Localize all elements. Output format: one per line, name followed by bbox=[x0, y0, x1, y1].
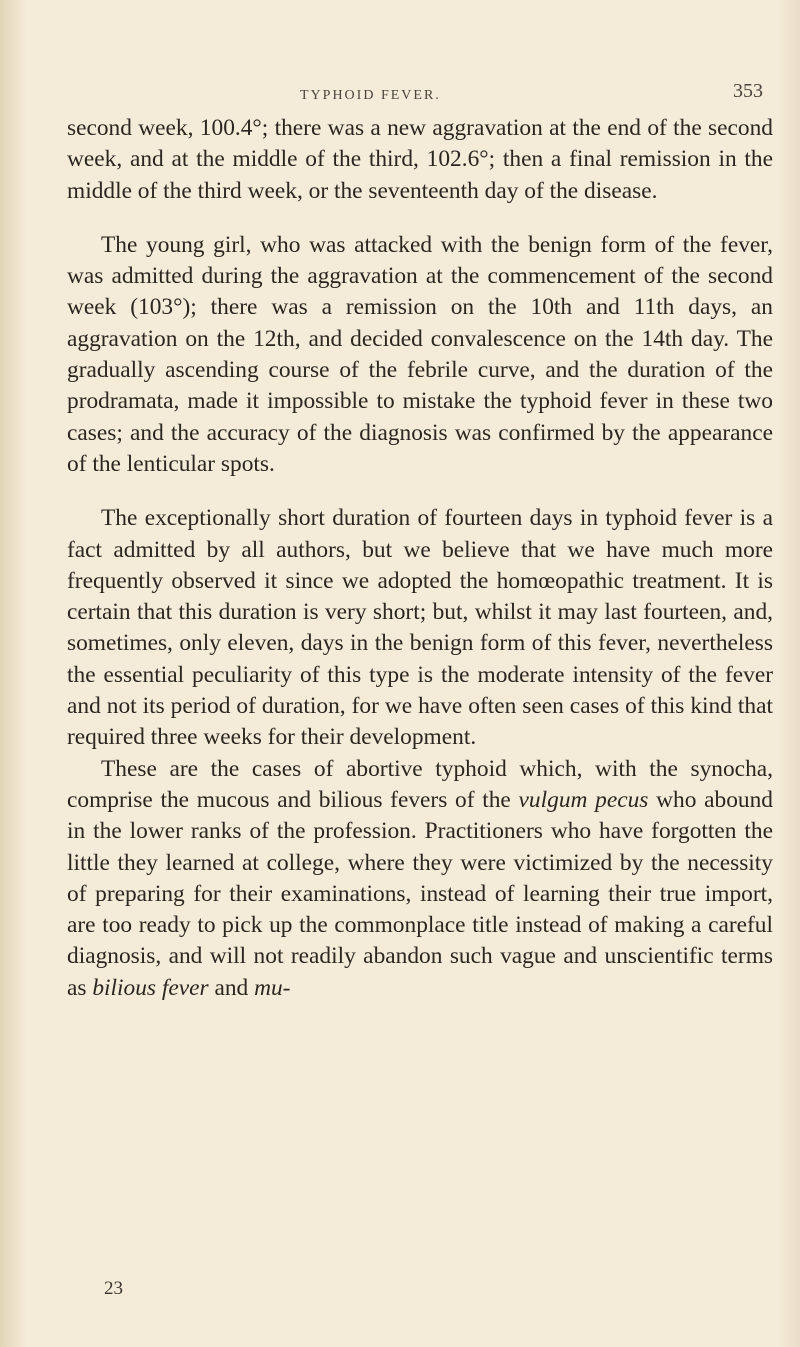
body-text bbox=[67, 113, 773, 1004]
paragraph-text: who abound in the lower ranks of the profession. Practitioners who have forgotten the little they learned at college, where they were victimized by the necessity of preparing for their examinations, instead of learning their true import, are too ready to pick up the commonplace title instead of making a careful diagnosis, and will not readily abandon such vague and unscientific terms as bbox=[67, 786, 773, 1001]
italic-term: mu- bbox=[254, 974, 291, 1001]
paragraph-text: and bbox=[208, 974, 255, 1001]
paragraph bbox=[67, 754, 773, 1004]
signature-mark: 23 bbox=[104, 1278, 123, 1299]
italic-term: bilious fever bbox=[92, 974, 209, 1001]
running-head: TYPHOID FEVER. bbox=[300, 88, 441, 103]
paragraph: The young girl, who was attacked with the benign form of the fever, was admitted during the aggravation at the commencement of the second week (103°); there was a remission on the 10th and 11th days, an aggravation on the 12th, and decided convalescence on the 14th day. The gradually ascending course of the febrile curve, and the duration of the prodramata, made it impossible to mistake the typhoid fever in these two cases; and the accuracy of the diagnosis was confirmed by the appearance of the lenticular spots. bbox=[67, 231, 773, 477]
italic-term: vulgum pecus bbox=[518, 786, 649, 813]
paragraph: second week, 100.4°; there was a new aggravation at the end of the second week, and at the middle of the third, 102.6°; then a final remission in the middle of the third week, or the seventeenth day of the disease. bbox=[67, 115, 773, 204]
paragraph-text: These are the cases of abortive typhoid which, with the synocha, comprise the mucous and bilious fevers of the bbox=[67, 755, 773, 813]
page-number: 353 bbox=[733, 80, 763, 102]
paragraph: The exceptionally short duration of fourteen days in typhoid fever is a fact admitted by all authors, but we believe that we have much more frequently observed it since we adopted the homœopathic treatment. It is certain that this duration is very short; but, whilst it may last fourteen, and, sometimes, only eleven, days in the benign form of this fever, nevertheless the essential peculiarity of this type is the moderate intensity of the fever and not its period of duration, for we have often seen cases of this kind that required three weeks for their development. bbox=[67, 505, 773, 751]
